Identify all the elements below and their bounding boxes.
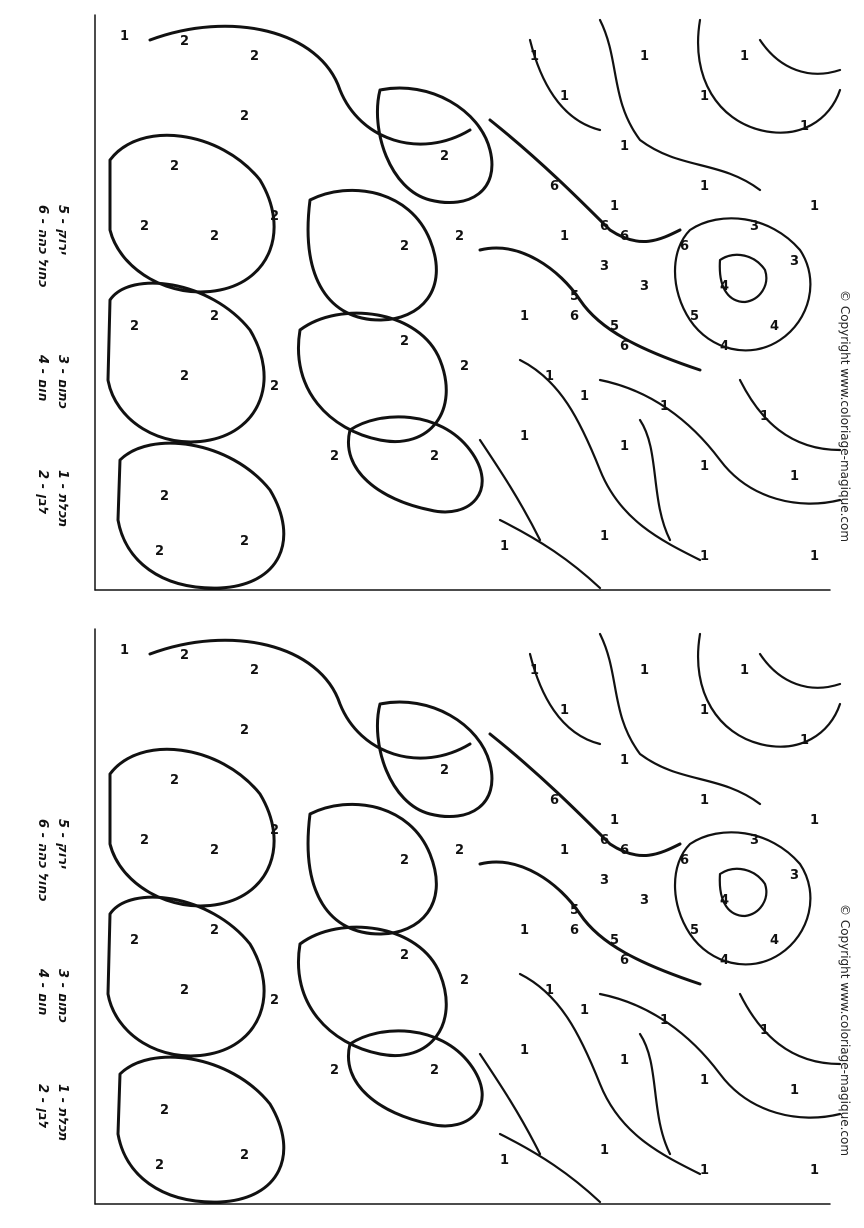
- svg-text:3: 3: [640, 279, 650, 294]
- svg-text:1: 1: [700, 459, 710, 474]
- svg-text:1: 1: [620, 753, 630, 768]
- svg-text:2: 2: [240, 1148, 250, 1163]
- svg-text:2: 2: [155, 1158, 165, 1173]
- legend-item-2: 2 - לבן: [35, 470, 50, 514]
- outline-drawing: [95, 15, 840, 590]
- svg-text:1: 1: [700, 179, 710, 194]
- svg-text:3: 3: [750, 219, 760, 234]
- svg-text:1: 1: [120, 643, 130, 658]
- svg-text:1: 1: [610, 199, 620, 214]
- svg-text:6: 6: [680, 239, 690, 254]
- svg-text:6: 6: [620, 843, 630, 858]
- svg-text:4: 4: [770, 933, 780, 948]
- svg-text:5: 5: [610, 933, 620, 948]
- svg-text:1: 1: [580, 1003, 590, 1018]
- svg-text:2: 2: [270, 823, 280, 838]
- svg-text:6: 6: [550, 793, 560, 808]
- svg-text:1: 1: [790, 1083, 800, 1098]
- svg-text:1: 1: [500, 1153, 510, 1168]
- svg-text:2: 2: [270, 379, 280, 394]
- svg-text:5: 5: [690, 309, 700, 324]
- svg-text:1: 1: [620, 1053, 630, 1068]
- svg-text:1: 1: [560, 703, 570, 718]
- svg-text:1: 1: [700, 793, 710, 808]
- svg-text:2: 2: [160, 489, 170, 504]
- svg-text:2: 2: [130, 933, 140, 948]
- copyright-text: © Copyright www.coloriage-magique.com: [838, 904, 852, 1157]
- svg-text:2: 2: [330, 449, 340, 464]
- svg-text:2: 2: [180, 34, 190, 49]
- svg-text:4: 4: [720, 893, 730, 908]
- legend-item-3: 3 - כתום: [55, 969, 70, 1023]
- svg-text:1: 1: [810, 549, 820, 564]
- svg-text:2: 2: [430, 1063, 440, 1078]
- svg-text:1: 1: [520, 923, 530, 938]
- svg-text:4: 4: [720, 953, 730, 968]
- svg-text:5: 5: [570, 289, 580, 304]
- svg-text:2: 2: [240, 723, 250, 738]
- svg-text:1: 1: [530, 663, 540, 678]
- svg-text:1: 1: [790, 469, 800, 484]
- svg-text:2: 2: [455, 843, 465, 858]
- svg-text:2: 2: [460, 359, 470, 374]
- svg-text:1: 1: [810, 1163, 820, 1178]
- svg-text:2: 2: [430, 449, 440, 464]
- svg-text:2: 2: [170, 773, 180, 788]
- svg-text:1: 1: [700, 1073, 710, 1088]
- region-numbers: [120, 29, 819, 564]
- coloring-artwork: [0, 614, 864, 1228]
- svg-text:2: 2: [140, 833, 150, 848]
- svg-text:4: 4: [720, 279, 730, 294]
- legend-item-4: 4 - חום: [35, 355, 50, 401]
- svg-text:1: 1: [600, 529, 610, 544]
- svg-text:2: 2: [210, 229, 220, 244]
- svg-text:1: 1: [800, 119, 810, 134]
- legend-item-1: 1 - תכלת: [55, 470, 70, 527]
- svg-text:1: 1: [560, 89, 570, 104]
- copyright-text: © Copyright www.coloriage-magique.com: [838, 290, 852, 543]
- svg-text:6: 6: [550, 179, 560, 194]
- svg-text:1: 1: [520, 429, 530, 444]
- svg-text:1: 1: [700, 549, 710, 564]
- svg-text:6: 6: [570, 923, 580, 938]
- svg-text:2: 2: [210, 309, 220, 324]
- svg-text:1: 1: [520, 309, 530, 324]
- svg-text:1: 1: [640, 49, 650, 64]
- svg-text:1: 1: [530, 49, 540, 64]
- svg-text:2: 2: [460, 973, 470, 988]
- svg-text:2: 2: [250, 49, 260, 64]
- svg-text:1: 1: [800, 733, 810, 748]
- legend-item-5: 5 - ירוק: [55, 205, 70, 255]
- svg-text:2: 2: [170, 159, 180, 174]
- svg-text:2: 2: [330, 1063, 340, 1078]
- svg-text:2: 2: [180, 983, 190, 998]
- svg-text:1: 1: [660, 399, 670, 414]
- svg-text:6: 6: [600, 833, 610, 848]
- svg-text:2: 2: [240, 109, 250, 124]
- svg-text:2: 2: [455, 229, 465, 244]
- svg-text:2: 2: [155, 544, 165, 559]
- svg-text:2: 2: [240, 534, 250, 549]
- svg-text:5: 5: [690, 923, 700, 938]
- svg-text:6: 6: [570, 309, 580, 324]
- legend-item-1: 1 - תכלת: [55, 1084, 70, 1141]
- svg-text:1: 1: [700, 89, 710, 104]
- svg-text:6: 6: [620, 953, 630, 968]
- svg-text:1: 1: [545, 983, 555, 998]
- svg-text:1: 1: [760, 1023, 770, 1038]
- legend-item-6: 6 - כחול כהה: [35, 205, 50, 287]
- coloring-sheet-bottom: [0, 614, 864, 1228]
- svg-text:3: 3: [600, 259, 610, 274]
- svg-text:1: 1: [610, 813, 620, 828]
- svg-text:2: 2: [400, 853, 410, 868]
- svg-text:1: 1: [700, 1163, 710, 1178]
- legend-item-6: 6 - כחול כהה: [35, 819, 50, 901]
- svg-text:3: 3: [640, 893, 650, 908]
- svg-text:1: 1: [660, 1013, 670, 1028]
- svg-text:4: 4: [770, 319, 780, 334]
- svg-text:1: 1: [640, 663, 650, 678]
- legend-item-3: 3 - כתום: [55, 355, 70, 409]
- svg-text:2: 2: [270, 209, 280, 224]
- svg-text:1: 1: [740, 49, 750, 64]
- legend-item-2: 2 - לבן: [35, 1084, 50, 1128]
- svg-text:3: 3: [600, 873, 610, 888]
- svg-text:3: 3: [790, 254, 800, 269]
- svg-text:1: 1: [740, 663, 750, 678]
- svg-text:3: 3: [750, 833, 760, 848]
- svg-text:2: 2: [440, 763, 450, 778]
- svg-text:2: 2: [250, 663, 260, 678]
- svg-text:6: 6: [620, 229, 630, 244]
- svg-text:2: 2: [270, 993, 280, 1008]
- svg-text:5: 5: [610, 319, 620, 334]
- svg-text:6: 6: [620, 339, 630, 354]
- svg-text:1: 1: [545, 369, 555, 384]
- svg-text:6: 6: [680, 853, 690, 868]
- svg-text:2: 2: [210, 843, 220, 858]
- legend-item-4: 4 - חום: [35, 969, 50, 1015]
- svg-text:1: 1: [760, 409, 770, 424]
- svg-text:1: 1: [120, 29, 130, 44]
- svg-text:4: 4: [720, 339, 730, 354]
- svg-text:1: 1: [810, 199, 820, 214]
- svg-text:2: 2: [210, 923, 220, 938]
- svg-text:1: 1: [620, 439, 630, 454]
- svg-text:2: 2: [400, 239, 410, 254]
- svg-text:1: 1: [560, 843, 570, 858]
- svg-text:1: 1: [700, 703, 710, 718]
- svg-text:5: 5: [570, 903, 580, 918]
- svg-text:1: 1: [810, 813, 820, 828]
- svg-text:1: 1: [520, 1043, 530, 1058]
- legend-item-5: 5 - ירוק: [55, 819, 70, 869]
- svg-text:2: 2: [160, 1103, 170, 1118]
- svg-text:2: 2: [130, 319, 140, 334]
- svg-text:2: 2: [400, 334, 410, 349]
- svg-text:1: 1: [560, 229, 570, 244]
- svg-text:3: 3: [790, 868, 800, 883]
- svg-text:1: 1: [620, 139, 630, 154]
- outline-drawing: [95, 629, 840, 1204]
- svg-text:6: 6: [600, 219, 610, 234]
- svg-text:2: 2: [180, 648, 190, 663]
- svg-text:2: 2: [140, 219, 150, 234]
- svg-text:2: 2: [440, 149, 450, 164]
- svg-text:1: 1: [580, 389, 590, 404]
- svg-text:2: 2: [180, 369, 190, 384]
- svg-text:1: 1: [500, 539, 510, 554]
- region-numbers: [120, 643, 819, 1178]
- svg-text:2: 2: [400, 948, 410, 963]
- svg-text:1: 1: [600, 1143, 610, 1158]
